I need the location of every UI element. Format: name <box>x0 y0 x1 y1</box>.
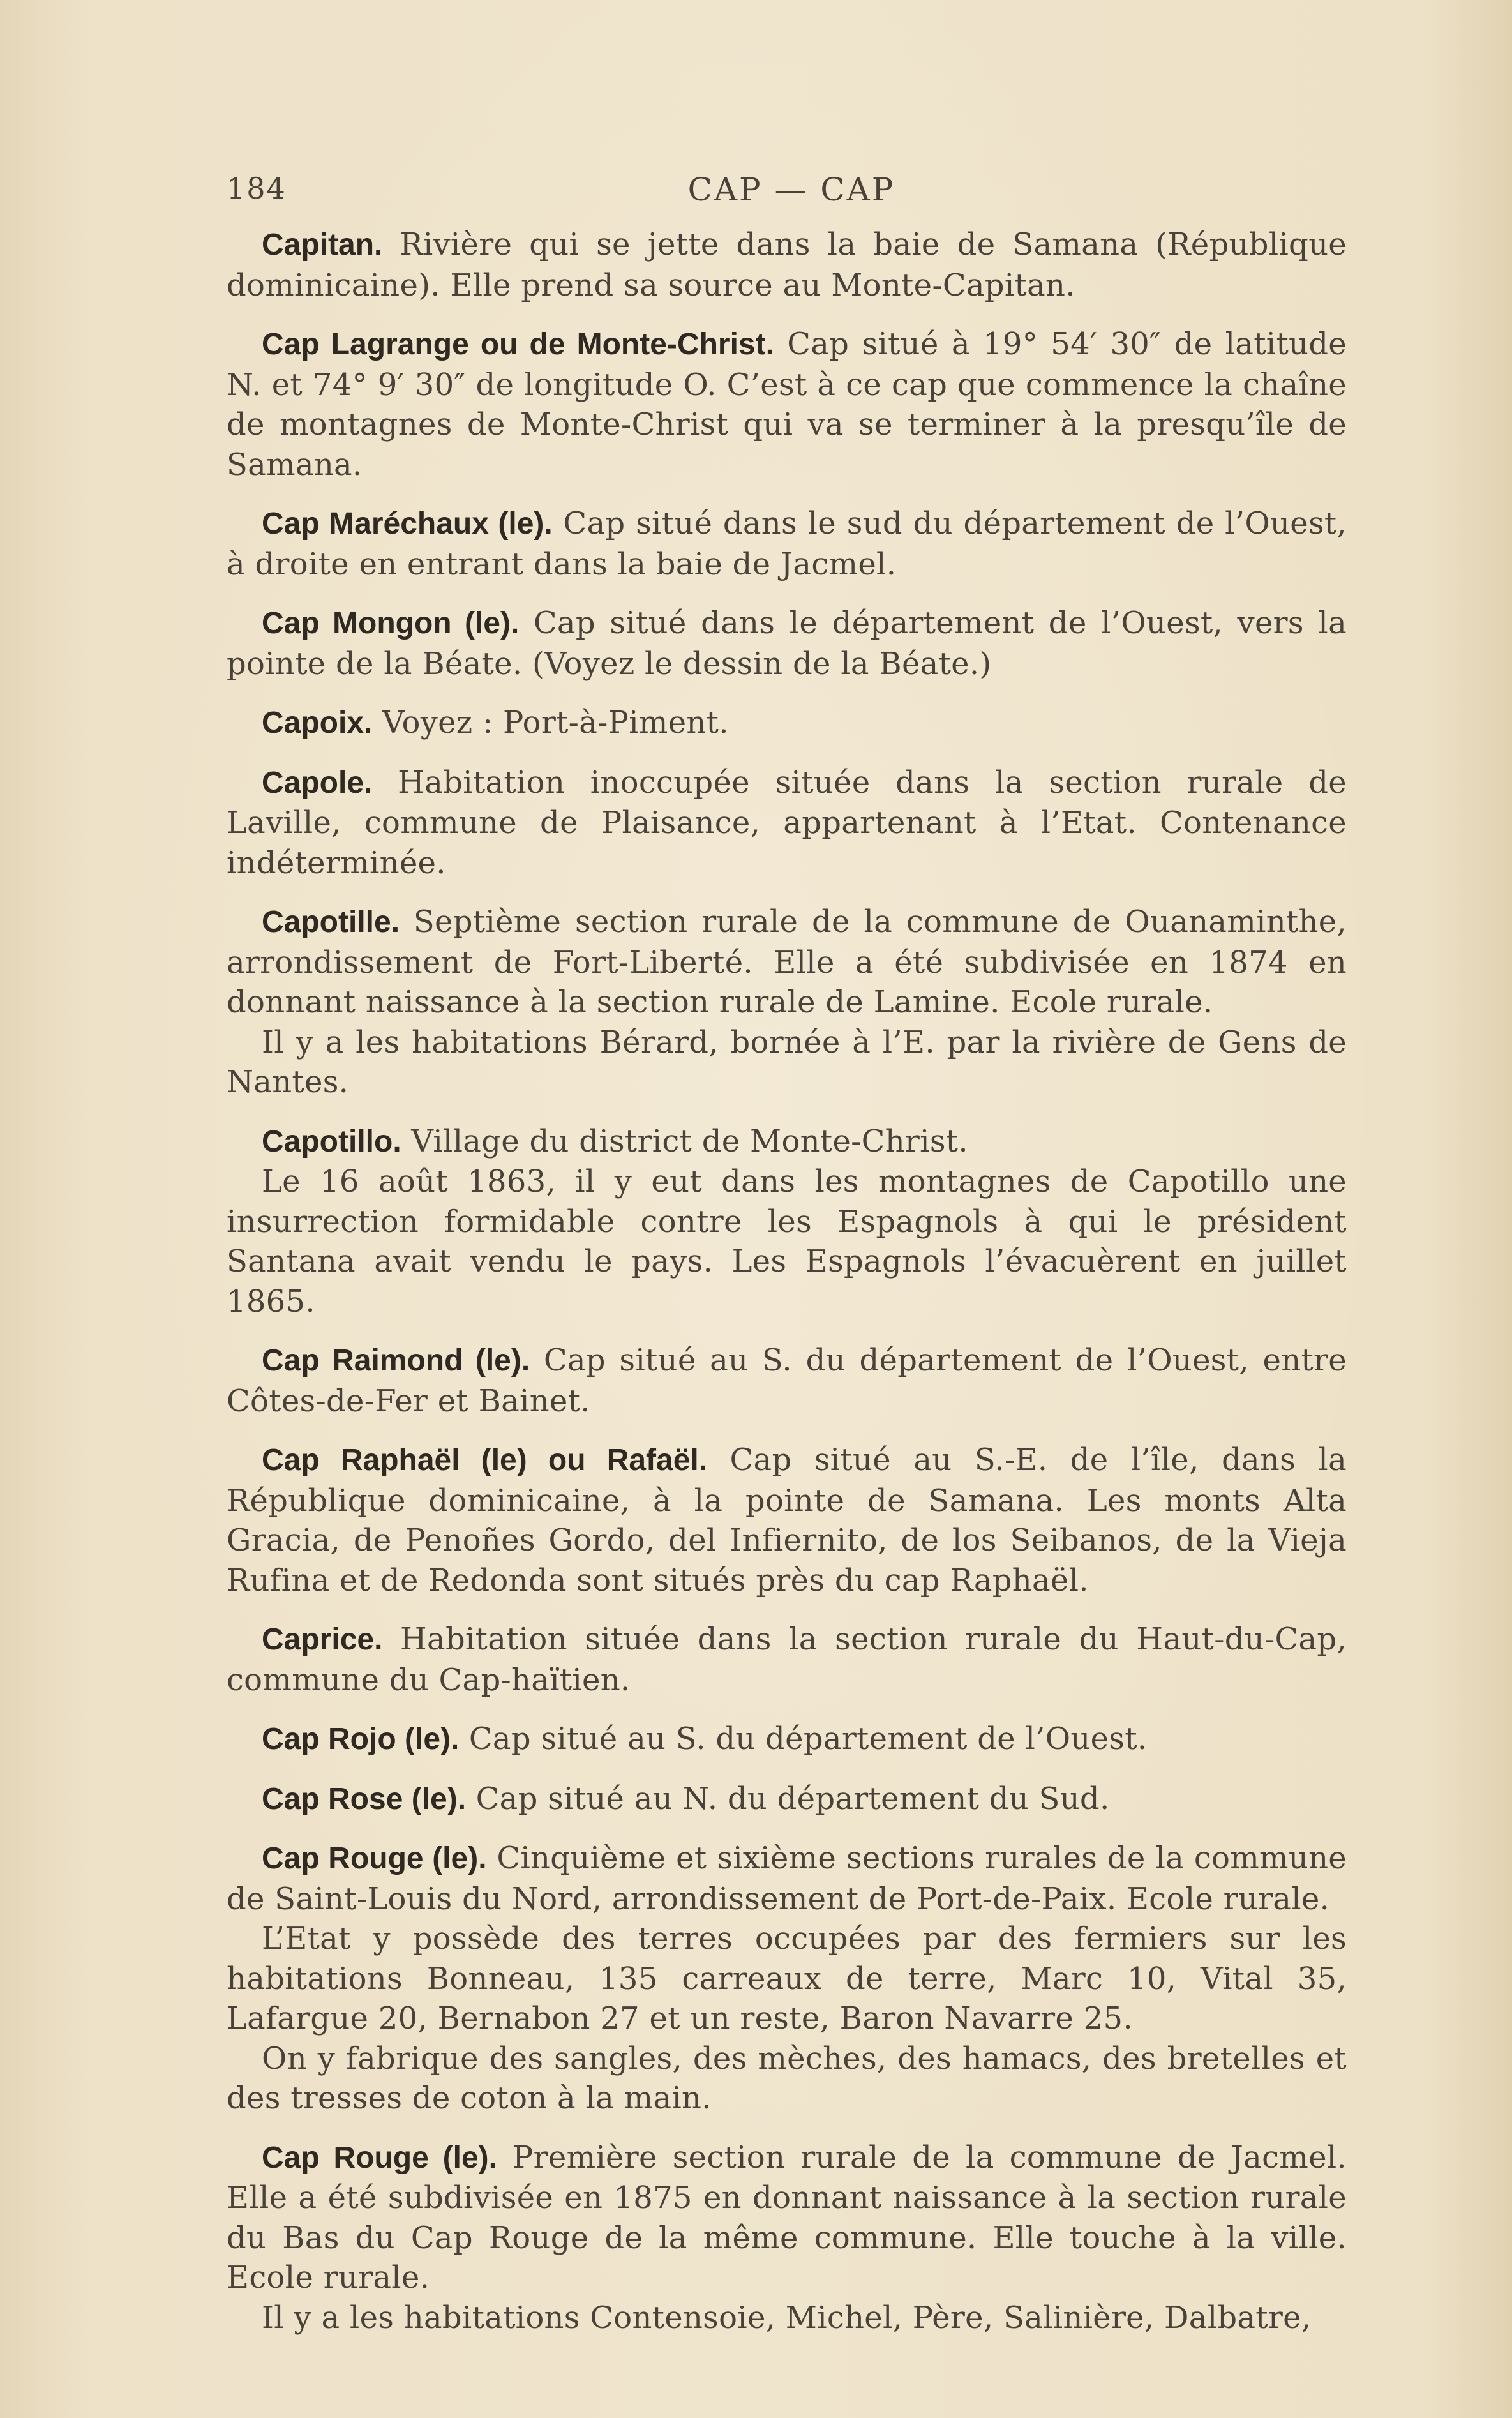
entry-paragraph: Il y a les habitations Bérard, bornée à l’E. par la rivière de Gens de Nantes. <box>227 1024 1347 1100</box>
entry-headword: Cap Mongon (le). <box>262 606 520 640</box>
entry-paragraph <box>227 225 1347 305</box>
entry-paragraph <box>227 1838 1347 1919</box>
entry-text: Cap situé au S. du département de l’Ouest. <box>459 1721 1148 1757</box>
entry-headword: Capoix. <box>262 706 373 740</box>
entry-paragraph <box>227 504 1347 584</box>
entry-headword: Cap Rojo (le). <box>262 1722 460 1756</box>
entry-headword: Cap Rouge (le). <box>262 1842 487 1875</box>
entry-paragraph <box>227 902 1347 1023</box>
entry-paragraph <box>227 1440 1347 1600</box>
entry-paragraph <box>227 1340 1347 1421</box>
entry-paragraph: Il y a les habitations Contensoie, Michel, Père, Salinière, Dalbatre, <box>262 2299 1312 2336</box>
entry-text: Village du district de Monte-Christ. <box>401 1123 968 1159</box>
entry-headword: Caprice. <box>262 1623 383 1656</box>
page-number: 184 <box>227 171 287 206</box>
entry-paragraph <box>227 763 1347 883</box>
entry-headword: Cap Raphaël (le) ou Rafaël. <box>262 1443 708 1477</box>
entry-headword: Capotille. <box>262 905 400 939</box>
entry-cap-rojo <box>227 1719 1347 1760</box>
entry-capotille <box>227 902 1347 1102</box>
entry-text: Cap situé au N. du département du Sud. <box>466 1780 1110 1817</box>
entry-paragraph <box>227 1122 1347 1162</box>
entry-text: Septième section rurale de la commune de Ouanaminthe, arrondissement de Fort-Liberté. Elle a été subdivisée en 1874 en donnant naissance à la section rurale de Lamine. Ecole rurale. <box>227 904 1347 1020</box>
entry-paragraph <box>227 703 1347 744</box>
entry-headword: Capotillo. <box>262 1124 401 1159</box>
entry-paragraph <box>227 1719 1347 1760</box>
entry-text: Cap situé au S. du département de l’Ouest, entre Côtes-de-Fer et Bainet. <box>227 1342 1347 1419</box>
entry-headword: Capole. <box>262 765 373 800</box>
entry-paragraph <box>227 603 1347 684</box>
entry-headword: Capitan. <box>262 228 383 262</box>
entry-text: Voyez : Port-à-Piment. <box>372 705 729 740</box>
entry-headword: Cap Lagrange ou de Monte-Christ. <box>262 327 774 361</box>
entry-text: Rivière qui se jette dans la baie de Samana (République dominicaine). Elle prend sa source au Monte-Capitan. <box>227 227 1347 303</box>
page-header <box>227 171 1356 222</box>
entry-text: Habitation inoccupée située dans la section rurale de Laville, commune de Plaisance, appartenant à l’Etat. Contenance indéterminée. <box>227 764 1347 881</box>
entry-text: Cap situé au S.-E. de l’île, dans la République dominicaine, à la pointe de Samana. Les monts Alta Gracia, de Penoñes Gordo, del Infiernito, de los Seibanos, de la Vieja Rufina et de Redonda sont situés près du cap Raphaël. <box>227 1442 1347 1598</box>
entry-paragraph <box>227 2138 1347 2298</box>
entry-paragraph: L’Etat y possède des terres occupées par des fermiers sur les habitations Bonneau, 135 carreaux de terre, Marc 10, Vital 35, Lafargue 20, Bernabon 27 et un reste, Baron Navarre 25. <box>227 1921 1347 2036</box>
entry-cap-mongon <box>227 603 1347 684</box>
entry-cap-rouge-jacmel <box>227 2138 1347 2338</box>
entry-text: Habitation située dans la section rurale du Haut-du-Cap, commune du Cap-haïtien. <box>227 1621 1347 1698</box>
entry-cap-raimond <box>227 1340 1347 1421</box>
entry-capitan <box>227 225 1347 305</box>
entry-text: Cap situé dans le sud du département de l’Ouest, à droite en entrant dans la baie de Jacmel. <box>227 506 1347 582</box>
entry-paragraph: Le 16 août 1863, il y eut dans les montagnes de Capotillo une insurrection formidable contre les Espagnols à qui le président Santana avait vendu le pays. Les Espagnols l’évacuèrent en juillet 1865. <box>227 1164 1347 1319</box>
dictionary-entries <box>227 225 1347 2357</box>
entry-cap-rouge-saint-louis <box>227 1838 1347 2119</box>
entry-headword: Cap Rouge (le). <box>262 2140 497 2175</box>
entry-cap-rose <box>227 1779 1347 1820</box>
entry-headword: Cap Maréchaux (le). <box>262 507 553 541</box>
entry-text: Cap situé dans le département de l’Ouest, vers la pointe de la Béate. (Voyez le dessin de la Béate.) <box>227 605 1347 682</box>
entry-paragraph <box>227 324 1347 484</box>
entry-cap-marechaux <box>227 504 1347 584</box>
entry-cap-raphael <box>227 1440 1347 1600</box>
entry-text: Cinquième et sixième sections rurales de la commune de Saint-Louis du Nord, arrondissement de Port-de-Paix. Ecole rurale. <box>227 1840 1347 1917</box>
entry-paragraph: On y fabrique des sangles, des mèches, des hamacs, des bretelles et des tresses de coton à la main. <box>227 2040 1347 2116</box>
entry-paragraph <box>227 1619 1347 1700</box>
entry-capole <box>227 763 1347 883</box>
entry-capoix <box>227 703 1347 744</box>
entry-headword: Cap Rose (le). <box>262 1782 467 1816</box>
entry-text: Cap situé à 19° 54′ 30″ de latitude N. et 74° 9′ 30″ de longitude O. C’est à ce cap que commence la chaîne de montagnes de Monte-Christ qui va se terminer à la presqu’île de Samana. <box>227 326 1347 483</box>
entry-capotillo <box>227 1122 1347 1322</box>
entry-cap-lagrange <box>227 324 1347 484</box>
entry-headword: Cap Raimond (le). <box>262 1344 530 1378</box>
entry-paragraph <box>227 1779 1347 1820</box>
entry-text: Première section rurale de la commune de Jacmel. Elle a été subdivisée en 1875 en donnant naissance à la section rurale du Bas du Cap Rouge de la même commune. Elle touche à la ville. Ecole rurale. <box>227 2139 1347 2295</box>
entry-caprice <box>227 1619 1347 1700</box>
running-head: CAP — CAP <box>687 171 895 208</box>
